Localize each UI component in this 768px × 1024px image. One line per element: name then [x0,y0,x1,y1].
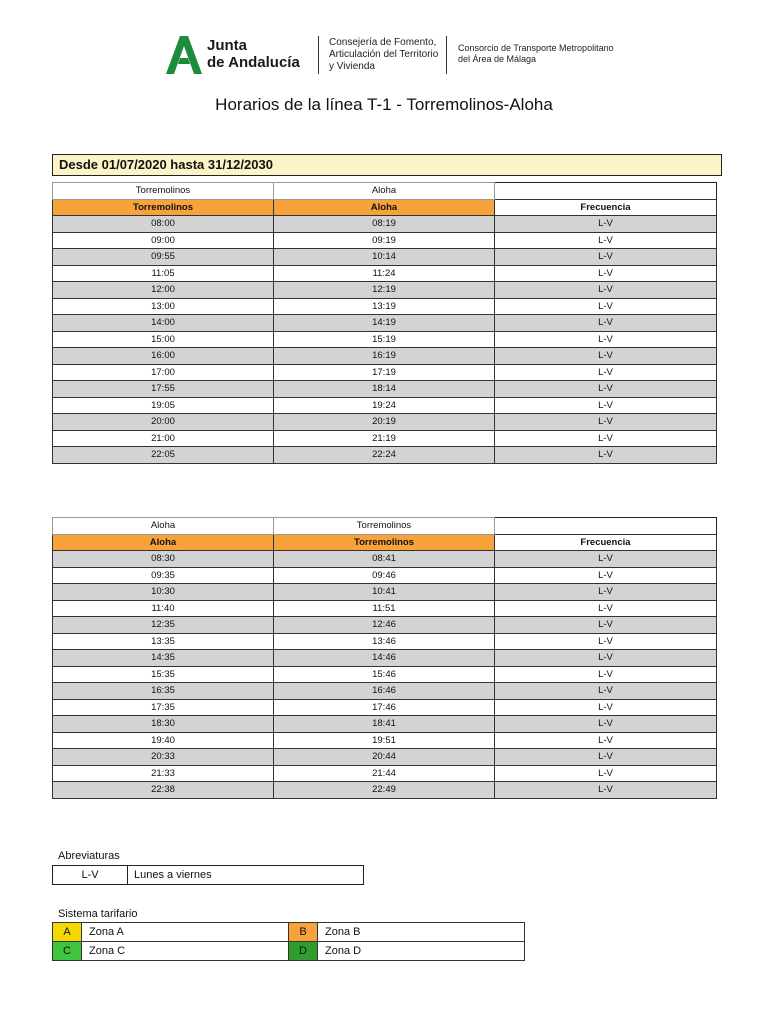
destination-header: Aloha [274,183,495,200]
frequency: L-V [495,732,717,749]
arrival-time: 11:24 [274,265,495,282]
departure-time: 21:33 [53,765,274,782]
departure-time: 18:30 [53,716,274,733]
frequency: L-V [495,331,717,348]
frequency: L-V [495,666,717,683]
table-row [53,298,717,315]
table-row [53,551,717,568]
abbreviations-label: Abreviaturas [58,850,120,862]
arrival-time: 16:46 [274,683,495,700]
arrival-time: 12:46 [274,617,495,634]
arrival-time: 17:19 [274,364,495,381]
tariff-label: Sistema tarifario [58,908,138,920]
departure-time: 15:35 [53,666,274,683]
departure-time: 14:00 [53,315,274,332]
zone-name-b: Zona B [318,923,525,942]
frequency: L-V [495,782,717,799]
table-row [53,765,717,782]
table-row [53,447,717,464]
table-row [53,699,717,716]
table-row [53,567,717,584]
table-row [53,397,717,414]
arrival-time: 15:46 [274,666,495,683]
departure-time: 17:00 [53,364,274,381]
dept-line-3: y Vivienda [329,61,375,72]
frequency: L-V [495,551,717,568]
arrival-time: 19:24 [274,397,495,414]
arrival-time: 09:19 [274,232,495,249]
arrival-time: 20:19 [274,414,495,431]
departure-time: 22:38 [53,782,274,799]
departure-time: 17:55 [53,381,274,398]
departure-time: 16:35 [53,683,274,700]
table-row [53,716,717,733]
abbreviation-code: L-V [53,866,128,884]
origin-header: Aloha [53,518,274,535]
arrival-time: 11:51 [274,600,495,617]
arrival-time: 10:41 [274,584,495,601]
abbreviation-description: Lunes a viernes [134,869,212,881]
destination-column-header: Aloha [274,199,495,216]
frequency: L-V [495,348,717,365]
logo-text [207,37,300,71]
table-row [53,650,717,667]
frequency: L-V [495,765,717,782]
arrival-time: 08:19 [274,216,495,233]
frequency: L-V [495,298,717,315]
table-row [53,617,717,634]
departure-time: 20:00 [53,414,274,431]
tariff-zones-table [52,922,525,961]
departure-time: 12:00 [53,282,274,299]
zone-name-c: Zona C [82,942,289,961]
zone-swatch-b: B [289,923,318,942]
dept-line-2: Articulación del Territorio [329,49,439,60]
departure-time: 11:40 [53,600,274,617]
arrival-time: 13:46 [274,633,495,650]
arrival-time: 12:19 [274,282,495,299]
arrival-time: 14:19 [274,315,495,332]
arrival-time: 10:14 [274,249,495,266]
blank-cell [495,183,717,200]
departure-time: 14:35 [53,650,274,667]
logo-line-1: Junta [207,37,248,54]
dept-line-1: Consejería de Fomento, [329,37,437,48]
arrival-time: 21:44 [274,765,495,782]
arrival-time: 14:46 [274,650,495,667]
table-row [53,666,717,683]
departure-time: 19:05 [53,397,274,414]
arrival-time: 08:41 [274,551,495,568]
arrival-time: 22:24 [274,447,495,464]
zone-name-d: Zona D [318,942,525,961]
frequency-column-header: Frecuencia [495,534,717,551]
frequency: L-V [495,617,717,634]
consorcio-line-1: Consorcio de Transporte Metropolitano [458,43,614,53]
arrival-time: 21:19 [274,430,495,447]
frequency: L-V [495,749,717,766]
departure-time: 16:00 [53,348,274,365]
zone-swatch-d: D [289,942,318,961]
consorcio-name [458,43,614,65]
departure-time: 13:35 [53,633,274,650]
departure-time: 20:33 [53,749,274,766]
frequency: L-V [495,716,717,733]
validity-period: Desde 01/07/2020 hasta 31/12/2030 [52,154,722,176]
frequency: L-V [495,265,717,282]
table-row [53,782,717,799]
arrival-time: 19:51 [274,732,495,749]
departure-time: 09:00 [53,232,274,249]
arrival-time: 15:19 [274,331,495,348]
departure-time: 08:00 [53,216,274,233]
table-row [53,249,717,266]
departure-time: 12:35 [53,617,274,634]
frequency: L-V [495,315,717,332]
frequency: L-V [495,364,717,381]
arrival-time: 09:46 [274,567,495,584]
header-divider [318,36,319,74]
table-body [53,551,717,799]
abbreviations-box [52,865,364,885]
table-row [53,749,717,766]
timetable-torremolinos-aloha [52,182,717,464]
origin-column-header: Aloha [53,534,274,551]
consorcio-line-2: del Área de Málaga [458,54,537,64]
arrival-time: 18:14 [274,381,495,398]
table-row [53,265,717,282]
table-row [53,315,717,332]
blank-cell [495,518,717,535]
departure-time: 17:35 [53,699,274,716]
frequency: L-V [495,430,717,447]
header-divider [446,36,447,74]
departure-time: 21:00 [53,430,274,447]
table-row [53,600,717,617]
arrival-time: 17:46 [274,699,495,716]
table-row [53,282,717,299]
frequency: L-V [495,381,717,398]
logo-line-2: de Andalucía [207,54,300,71]
departure-time: 22:05 [53,447,274,464]
frequency-column-header: Frecuencia [495,199,717,216]
frequency: L-V [495,633,717,650]
table-row [53,216,717,233]
table-row [53,683,717,700]
frequency: L-V [495,650,717,667]
departure-time: 15:00 [53,331,274,348]
frequency: L-V [495,699,717,716]
departure-time: 09:55 [53,249,274,266]
destination-header: Torremolinos [274,518,495,535]
frequency: L-V [495,414,717,431]
origin-column-header: Torremolinos [53,199,274,216]
table-body [53,216,717,464]
destination-column-header: Torremolinos [274,534,495,551]
departure-time: 11:05 [53,265,274,282]
table-row [53,414,717,431]
table-row [53,348,717,365]
departure-time: 13:00 [53,298,274,315]
arrival-time: 18:41 [274,716,495,733]
frequency: L-V [495,567,717,584]
table-row [53,430,717,447]
arrival-time: 20:44 [274,749,495,766]
departure-time: 10:30 [53,584,274,601]
departure-time: 09:35 [53,567,274,584]
origin-header: Torremolinos [53,183,274,200]
frequency: L-V [495,447,717,464]
arrival-time: 22:49 [274,782,495,799]
timetable-aloha-torremolinos [52,517,717,799]
table-row [53,732,717,749]
frequency: L-V [495,282,717,299]
frequency: L-V [495,216,717,233]
table-row [53,381,717,398]
arrival-time: 13:19 [274,298,495,315]
table-row [53,331,717,348]
frequency: L-V [495,232,717,249]
page-title: Horarios de la línea T-1 - Torremolinos-Aloha [215,95,553,114]
zone-swatch-a: A [53,923,82,942]
junta-andalucia-logo-icon [166,36,202,74]
departure-time: 08:30 [53,551,274,568]
frequency: L-V [495,397,717,414]
table-row [53,232,717,249]
zone-swatch-c: C [53,942,82,961]
frequency: L-V [495,600,717,617]
frequency: L-V [495,683,717,700]
zone-name-a: Zona A [82,923,289,942]
arrival-time: 16:19 [274,348,495,365]
table-row [53,633,717,650]
frequency: L-V [495,249,717,266]
departure-time: 19:40 [53,732,274,749]
frequency: L-V [495,584,717,601]
department-name [329,37,438,73]
table-row [53,364,717,381]
table-row [53,584,717,601]
